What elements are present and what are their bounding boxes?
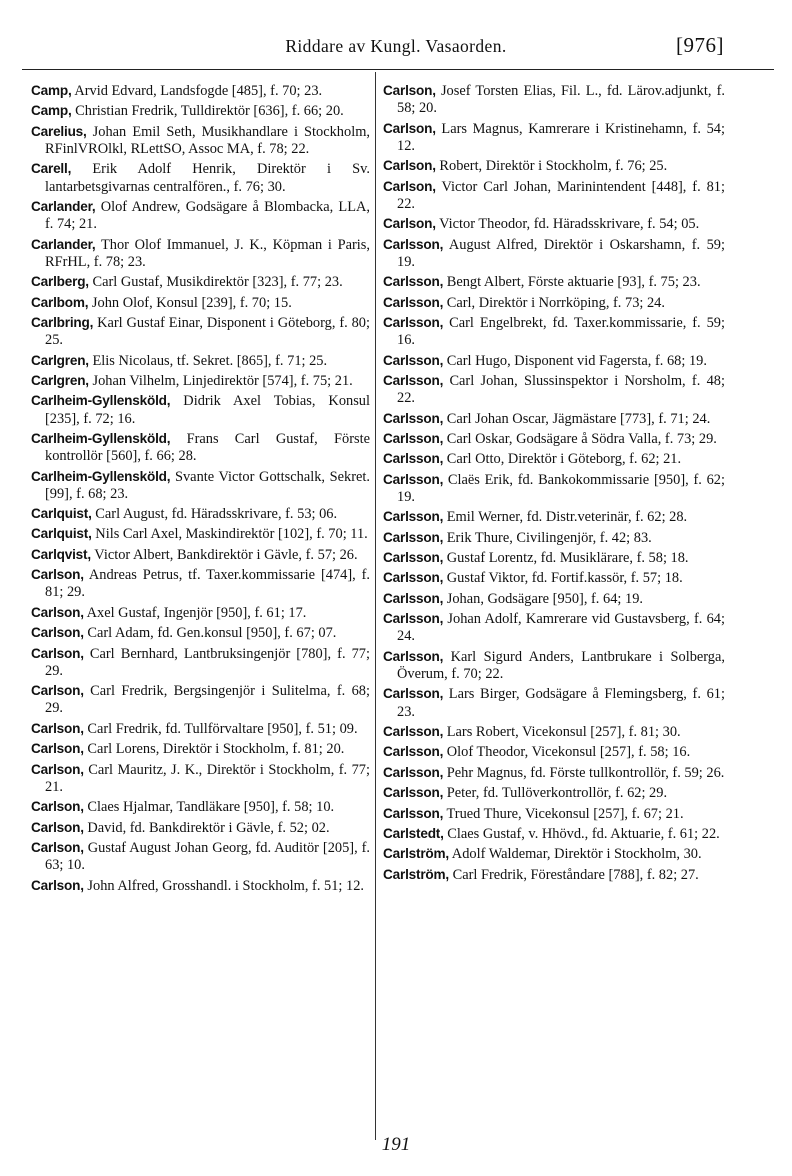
register-entry: [31, 123, 370, 158]
register-entry: [383, 273, 725, 291]
entry-details: Carl Adam, fd. Gen.konsul [950], f. 67; 07.: [83, 625, 337, 642]
register-entry: [383, 743, 725, 761]
entry-details: Carl Fredrik, Föreståndare [788], f. 82; 27.: [449, 866, 699, 883]
page-reference-number: [976]: [676, 33, 724, 57]
entry-details: Carl Gustaf, Musikdirektör [323], f. 77; 23.: [88, 274, 343, 291]
entry-surname: Carlheim-Gyllensköld,: [31, 430, 171, 446]
entry-details: Carl Otto, Direktör i Göteborg, f. 62; 21.: [443, 451, 682, 468]
entry-surname: Carlsson,: [383, 686, 444, 702]
register-entry: [31, 740, 370, 758]
entry-details: Carl Lorens, Direktör i Stockholm, f. 81; 20.: [83, 741, 345, 758]
register-entry: [383, 784, 725, 802]
entry-surname: Carlsson,: [383, 529, 444, 545]
register-entry: [383, 450, 725, 468]
register-entry: [31, 294, 370, 312]
entry-details: Carl Engelbrekt, fd. Taxer.kommissarie, f. 59; 16.: [397, 314, 725, 349]
register-entry: [31, 682, 370, 717]
entry-surname: Carlsson,: [383, 744, 444, 760]
entry-details: Gustaf Lorentz, fd. Musiklärare, f. 58; 18.: [443, 550, 689, 567]
entry-details: Carl Johan Oscar, Jägmästare [773], f. 71; 24.: [443, 410, 711, 427]
entry-surname: Carlson,: [31, 625, 84, 641]
entry-surname: Carlson,: [383, 158, 436, 174]
entry-details: Elis Nicolaus, tf. Sekret. [865], f. 71; 25.: [88, 352, 328, 369]
register-entry: [383, 410, 725, 428]
entry-details: Carl Hugo, Disponent vid Fagersta, f. 68; 19.: [443, 352, 707, 369]
entry-details: Peter, fd. Tullöverkontrollör, f. 62; 29.: [443, 785, 668, 802]
entry-surname: Carlsson,: [383, 648, 444, 664]
page-header: [0, 0, 792, 62]
entry-surname: Carlsson,: [383, 509, 444, 525]
register-entry: [31, 839, 370, 874]
entry-details: Lars Robert, Vicekonsul [257], f. 81; 30.: [443, 724, 681, 741]
entry-details: Carl Bernhard, Lantbruksingenjör [780], f. 77; 29.: [45, 645, 370, 679]
entry-surname: Carlson,: [31, 567, 84, 583]
entry-surname: Carlquist,: [31, 506, 92, 522]
register-entry: [383, 764, 725, 782]
register-entry: [31, 468, 370, 503]
entry-details: Axel Gustaf, Ingenjör [950], f. 61; 17.: [83, 604, 307, 621]
entry-surname: Carlson,: [31, 604, 84, 620]
entry-details: Frans Carl Gustaf, Förste kontrollör [560], f. 66; 28.: [45, 430, 370, 465]
register-entry: [31, 236, 370, 271]
register-entry: [31, 198, 370, 233]
entry-surname: Carlson,: [31, 683, 84, 699]
entry-surname: Carlson,: [383, 120, 436, 136]
entry-surname: Carlsson,: [383, 314, 444, 330]
entry-surname: Carlsson,: [383, 294, 444, 310]
register-entry: [31, 430, 370, 465]
register-entry: [31, 82, 370, 100]
register-entry: [383, 178, 725, 213]
register-entry: [31, 819, 370, 837]
entry-details: Carl Oskar, Godsägare å Södra Valla, f. 73; 29.: [443, 430, 717, 447]
entry-details: Robert, Direktör i Stockholm, f. 76; 25.: [435, 158, 668, 175]
entry-surname: Carell,: [31, 161, 72, 177]
register-entry: [383, 82, 725, 117]
entry-details: Carl Mauritz, J. K., Direktör i Stockholm, f. 77; 21.: [45, 761, 370, 795]
register-entry: [31, 645, 370, 680]
entry-details: John Olof, Konsul [239], f. 70; 15.: [88, 294, 292, 311]
entry-details: Bengt Albert, Förste aktuarie [93], f. 75; 23.: [443, 274, 701, 291]
entry-surname: Carlbom,: [31, 294, 89, 310]
register-entry: [383, 866, 725, 884]
entry-surname: Carlsson,: [383, 611, 444, 627]
register-entry: [31, 761, 370, 796]
running-title: Riddare av Kungl. Vasaorden.: [285, 36, 507, 56]
register-entry: [383, 215, 725, 233]
register-entry: [383, 549, 725, 567]
entry-details: Johan Emil Seth, Musikhandlare i Stockholm, RFinlVROlkl, RLettSO, Assoc MA, f. 78; 22.: [45, 123, 370, 157]
entry-details: Emil Werner, fd. Distr.veterinär, f. 62; 28.: [443, 509, 688, 526]
right-column: [383, 82, 725, 886]
entry-surname: Carlgren,: [31, 372, 89, 388]
entry-details: Claes Gustaf, v. Hhövd., fd. Aktuarie, f. 61; 22.: [443, 825, 720, 842]
register-entry: [383, 352, 725, 370]
entry-details: Claes Hjalmar, Tandläkare [950], f. 58; 10.: [83, 799, 335, 816]
entry-details: August Alfred, Direktör i Oskarshamn, f. 59; 19.: [397, 236, 725, 270]
register-entry: [383, 685, 725, 720]
register-entry: [383, 610, 725, 645]
entry-details: Andreas Petrus, tf. Taxer.kommissarie [474], f. 81; 29.: [45, 567, 370, 601]
entry-surname: Carlsson,: [383, 570, 444, 586]
entry-surname: Camp,: [31, 83, 72, 98]
register-entry: [31, 604, 370, 622]
entry-surname: Carlson,: [383, 178, 436, 194]
register-entry: [31, 720, 370, 738]
register-entry: [383, 314, 725, 349]
entry-details: David, fd. Bankdirektör i Gävle, f. 52; 02.: [83, 819, 330, 836]
entry-surname: Carlsson,: [383, 236, 444, 252]
entry-surname: Carlsson,: [383, 430, 444, 446]
register-entry: [383, 723, 725, 741]
entry-details: Karl Sigurd Anders, Lantbrukare i Solberga, Överum, f. 70; 22.: [397, 648, 725, 683]
entry-details: Olof Theodor, Vicekonsul [257], f. 58; 16.: [443, 744, 691, 761]
entry-surname: Carlström,: [383, 866, 449, 882]
entry-details: Olof Andrew, Godsägare å Blombacka, LLA, f. 74; 21.: [45, 198, 370, 233]
entry-details: Carl Fredrik, fd. Tullförvaltare [950], f. 51; 09.: [83, 720, 358, 737]
entry-surname: Carlsson,: [383, 550, 444, 566]
register-entry: [31, 546, 370, 564]
register-entry: [31, 505, 370, 523]
entry-surname: Carlson,: [31, 645, 84, 661]
entry-details: Arvid Edvard, Landsfogde [485], f. 70; 23.: [71, 83, 323, 99]
entry-surname: Carlsson,: [383, 372, 444, 388]
register-entry: [31, 352, 370, 370]
entry-surname: Carlbring,: [31, 314, 94, 330]
entry-details: Johan, Godsägare [950], f. 64; 19.: [443, 590, 643, 607]
entry-surname: Carlsson,: [383, 764, 444, 780]
register-entry: [31, 877, 370, 895]
entry-surname: Carlsson,: [383, 805, 444, 821]
page-number: 191: [381, 1134, 411, 1155]
entry-surname: Carlson,: [383, 83, 436, 98]
entry-surname: Carlson,: [31, 761, 84, 777]
entry-surname: Carlsson,: [383, 274, 444, 290]
entry-details: Claës Erik, fd. Bankokommissarie [950], f. 62; 19.: [397, 471, 725, 505]
register-entry: [31, 314, 370, 349]
register-entry: [31, 525, 370, 543]
entry-details: Didrik Axel Tobias, Konsul [235], f. 72; 16.: [45, 393, 370, 427]
entry-details: Thor Olof Immanuel, J. K., Köpman i Paris, RFrHL, f. 78; 23.: [45, 236, 370, 270]
entry-details: Svante Victor Gottschalk, Sekret. [99], f. 68; 23.: [45, 468, 370, 502]
header-rule: [22, 69, 774, 70]
entry-details: Victor Albert, Bankdirektör i Gävle, f. 57; 26.: [90, 546, 358, 563]
register-entry: [383, 157, 725, 175]
register-entry: [31, 392, 370, 427]
entry-surname: Carlson,: [31, 720, 84, 736]
entry-surname: Carlström,: [383, 846, 449, 862]
register-entry: [383, 372, 725, 407]
entry-surname: Carelius,: [31, 123, 87, 139]
register-entry: [383, 471, 725, 506]
entry-details: Josef Torsten Elias, Fil. L., fd. Lärov.adjunkt, f. 58; 20.: [397, 83, 725, 117]
entry-surname: Carlson,: [31, 819, 84, 835]
entry-surname: Carlquist,: [31, 526, 92, 542]
entry-details: Carl Fredrik, Bergsingenjör i Sulitelma, f. 68; 29.: [45, 683, 370, 717]
entry-details: Johan Adolf, Kamrerare vid Gustavsberg, f. 64; 24.: [397, 611, 725, 645]
entry-surname: Carlsson,: [383, 785, 444, 801]
entry-details: Nils Carl Axel, Maskindirektör [102], f. 70; 11.: [91, 526, 368, 543]
register-entry: [31, 798, 370, 816]
entry-details: Karl Gustaf Einar, Disponent i Göteborg, f. 80; 25.: [45, 314, 370, 349]
entry-details: Erik Adolf Henrik, Direktör i Sv. lantarbetsgivarnas centralfören., f. 76; 30.: [45, 161, 370, 195]
register-entry: [383, 236, 725, 271]
left-column: [31, 82, 370, 897]
entry-surname: Carlander,: [31, 198, 96, 214]
entry-surname: Camp,: [31, 103, 72, 119]
register-entry: [383, 590, 725, 608]
entry-details: Carl, Direktör i Norrköping, f. 73; 24.: [443, 294, 665, 311]
register-entry: [31, 160, 370, 195]
entry-surname: Carlsson,: [383, 471, 444, 487]
register-entry: [383, 430, 725, 448]
entry-details: Carl August, fd. Häradsskrivare, f. 53; 06.: [91, 506, 338, 523]
entry-surname: Carlsson,: [383, 410, 444, 426]
register-entry: [31, 624, 370, 642]
register-entry: [31, 102, 370, 120]
entry-surname: Carlsson,: [383, 451, 444, 467]
register-entry: [383, 508, 725, 526]
entry-surname: Carlsson,: [383, 352, 444, 368]
register-entry: [31, 566, 370, 601]
entry-surname: Carlheim-Gyllensköld,: [31, 393, 171, 409]
entry-surname: Carlson,: [31, 799, 84, 815]
entry-surname: Carlson,: [31, 839, 84, 855]
entry-details: Adolf Waldemar, Direktör i Stockholm, 30.: [449, 846, 702, 863]
column-divider: [375, 72, 376, 1140]
register-entry: [383, 569, 725, 587]
entry-surname: Carlson,: [31, 741, 84, 757]
entry-details: Victor Theodor, fd. Häradsskrivare, f. 54; 05.: [435, 216, 700, 233]
entry-surname: Carlsson,: [383, 590, 444, 606]
register-entry: [383, 825, 725, 843]
entry-surname: Carlstedt,: [383, 825, 444, 841]
entry-details: Lars Magnus, Kamrerare i Kristinehamn, f. 54; 12.: [397, 120, 725, 154]
entry-surname: Carlheim-Gyllensköld,: [31, 468, 171, 484]
register-entry: [383, 120, 725, 155]
entry-details: Erik Thure, Civilingenjör, f. 42; 83.: [443, 529, 652, 546]
entry-details: Gustaf August Johan Georg, fd. Auditör [205], f. 63; 10.: [45, 839, 370, 874]
register-entry: [31, 372, 370, 390]
entry-details: John Alfred, Grosshandl. i Stockholm, f. 51; 12.: [83, 877, 364, 894]
entry-details: Carl Johan, Slussinspektor i Norsholm, f. 48; 22.: [397, 372, 725, 407]
entry-surname: Carlqvist,: [31, 546, 91, 562]
register-entry: [383, 648, 725, 683]
entry-details: Johan Vilhelm, Linjedirektör [574], f. 75; 21.: [88, 372, 353, 389]
entry-surname: Carlsson,: [383, 724, 444, 740]
entry-surname: Carlson,: [383, 216, 436, 232]
entry-details: Trued Thure, Vicekonsul [257], f. 67; 21.: [443, 805, 684, 822]
register-entry: [383, 294, 725, 312]
register-entry: [383, 805, 725, 823]
register-entry: [383, 845, 725, 863]
entry-details: Pehr Magnus, fd. Förste tullkontrollör, f. 59; 26.: [443, 764, 725, 781]
entry-details: Gustaf Viktor, fd. Fortif.kassör, f. 57; 18.: [443, 570, 683, 587]
entry-details: Lars Birger, Godsägare å Flemingsberg, f. 61; 23.: [397, 686, 725, 720]
entry-details: Victor Carl Johan, Marinintendent [448], f. 81; 22.: [397, 178, 725, 212]
entry-surname: Carlson,: [31, 877, 84, 893]
entry-surname: Carlgren,: [31, 352, 89, 368]
register-entry: [31, 273, 370, 291]
entry-details: Christian Fredrik, Tulldirektör [636], f. 66; 20.: [71, 103, 344, 120]
register-entry: [383, 529, 725, 547]
entry-surname: Carlberg,: [31, 274, 89, 290]
entry-surname: Carlander,: [31, 236, 96, 252]
